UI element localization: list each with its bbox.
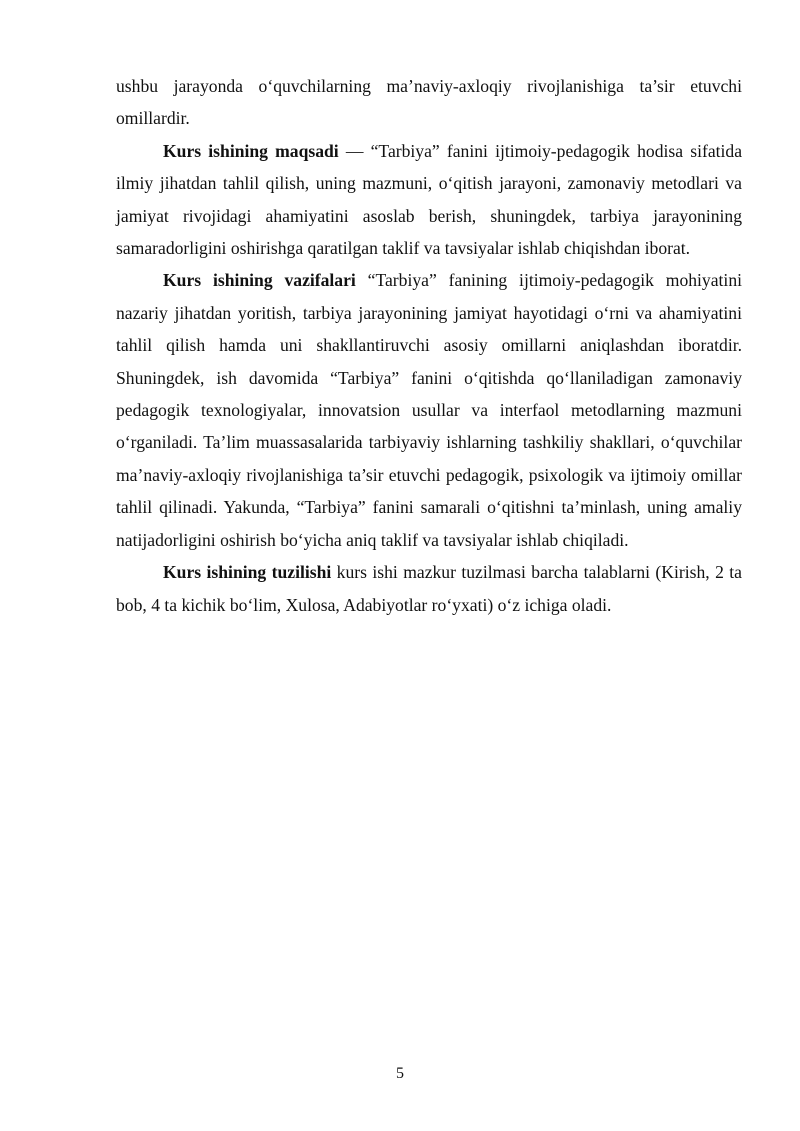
paragraph-goal (116, 135, 742, 265)
page-number: 5 (396, 1065, 404, 1082)
heading-tasks: Kurs ishining vazifalari (163, 270, 356, 291)
body-text (116, 70, 742, 621)
text-tasks: “Tarbiya” fanining ijtimoiy-pedagogik mohiyatini nazariy jihatdan yoritish, tarbiya jarayonining jamiyat hayotidagi o‘rni va ahamiyatini tahlil qilish hamda uni shakllantiruvchi asosiy omillarni aniqlashdan iboratdir. Shuningdek, ish davomida “Tarbiya” fanini o‘qitishda qo‘llaniladigan zamonaviy pedagogik texnologiyalar, innovatsion usullar va interfaol metodlarning mazmuni o‘rganiladi. Ta’lim muassasalarida tarbiyaviy ishlarning tashkiliy shakllari, o‘quvchilar ma’naviy-axloqiy rivojlanishiga ta’sir etuvchi pedagogik, psixologik va ijtimoiy omillar tahlil qilinadi. Yakunda, “Tarbiya” fanini samarali o‘qitishni ta’minlash, uning amaliy natijadorligini oshirish bo‘yicha aniq taklif va tavsiyalar ishlab chiqiladi. (116, 270, 743, 550)
text-structure: kurs ishi mazkur tuzilmasi barcha talablarni (Kirish, 2 ta bob, 4 ta kichik bo‘lim, Xulosa, Adabiyotlar ro‘yxati) o‘z ichiga oladi. (116, 562, 742, 615)
text-goal: — “Tarbiya” fanini ijtimoiy-pedagogik hodisa sifatida ilmiy jihatdan tahlil qilish, uning mazmuni, o‘qitish jarayoni, zamonaviy metodlari va jamiyat rivojidagi ahamiyatini asoslab berish, shuningdek, tarbiya jarayonining samaradorligini oshirishga qaratilgan taklif va tavsiyalar ishlab chiqishdan iborat. (116, 140, 743, 259)
paragraph-tasks (116, 264, 742, 556)
intro-continuation: ushbu jarayonda o‘quvchilarning ma’naviy-axloqiy rivojlanishiga ta’sir etuvchi omillardir. (116, 76, 742, 129)
paragraph-structure (116, 556, 742, 621)
heading-structure: Kurs ishining tuzilishi (163, 562, 332, 583)
heading-goal: Kurs ishining maqsadi (163, 140, 339, 161)
